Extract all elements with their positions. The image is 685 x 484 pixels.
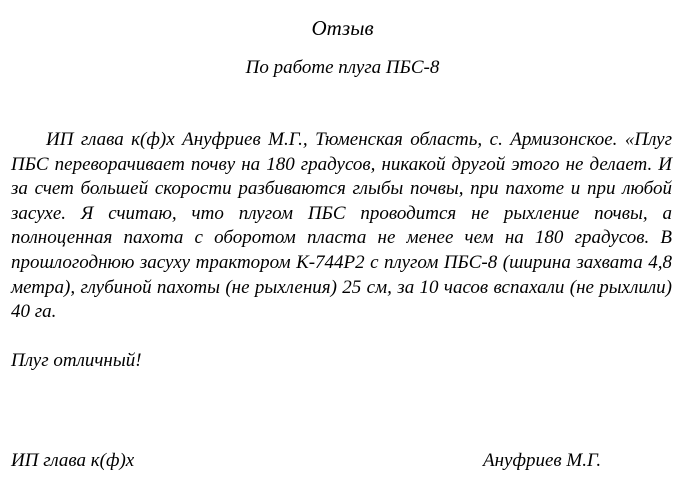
review-body (11, 128, 672, 325)
signature-position: ИП глава к(ф)х (11, 450, 135, 471)
signature-name: Ануфриев М.Г. (483, 450, 602, 471)
review-paragraph: ИП глава к(ф)х Ануфриев М.Г., Тюменская область, с. Армизонское. «Плуг ПБС переворачивает почву на 180 градусов, никакой другой этого не делает. И за счет большей скорости разбиваются глыбы почвы, при пахоте и при любой засухе. Я считаю, что плугом ПБС проводится не рыхление почвы, а полноценная пахота с оборотом пласта не менее чем на 180 градусов. В прошлогоднюю засуху трактором К-744Р2 с плугом ПБС-8 (ширина захвата 4,8 метра), глубиной пахоты (не рыхления) 25 см, за 10 часов вспахали (не рыхлили) 40 га. (11, 129, 672, 323)
document-title: Отзыв (311, 16, 374, 40)
review-closing: Плуг отличный! (11, 350, 142, 371)
document-subtitle: По работе плуга ПБС-8 (245, 57, 440, 78)
